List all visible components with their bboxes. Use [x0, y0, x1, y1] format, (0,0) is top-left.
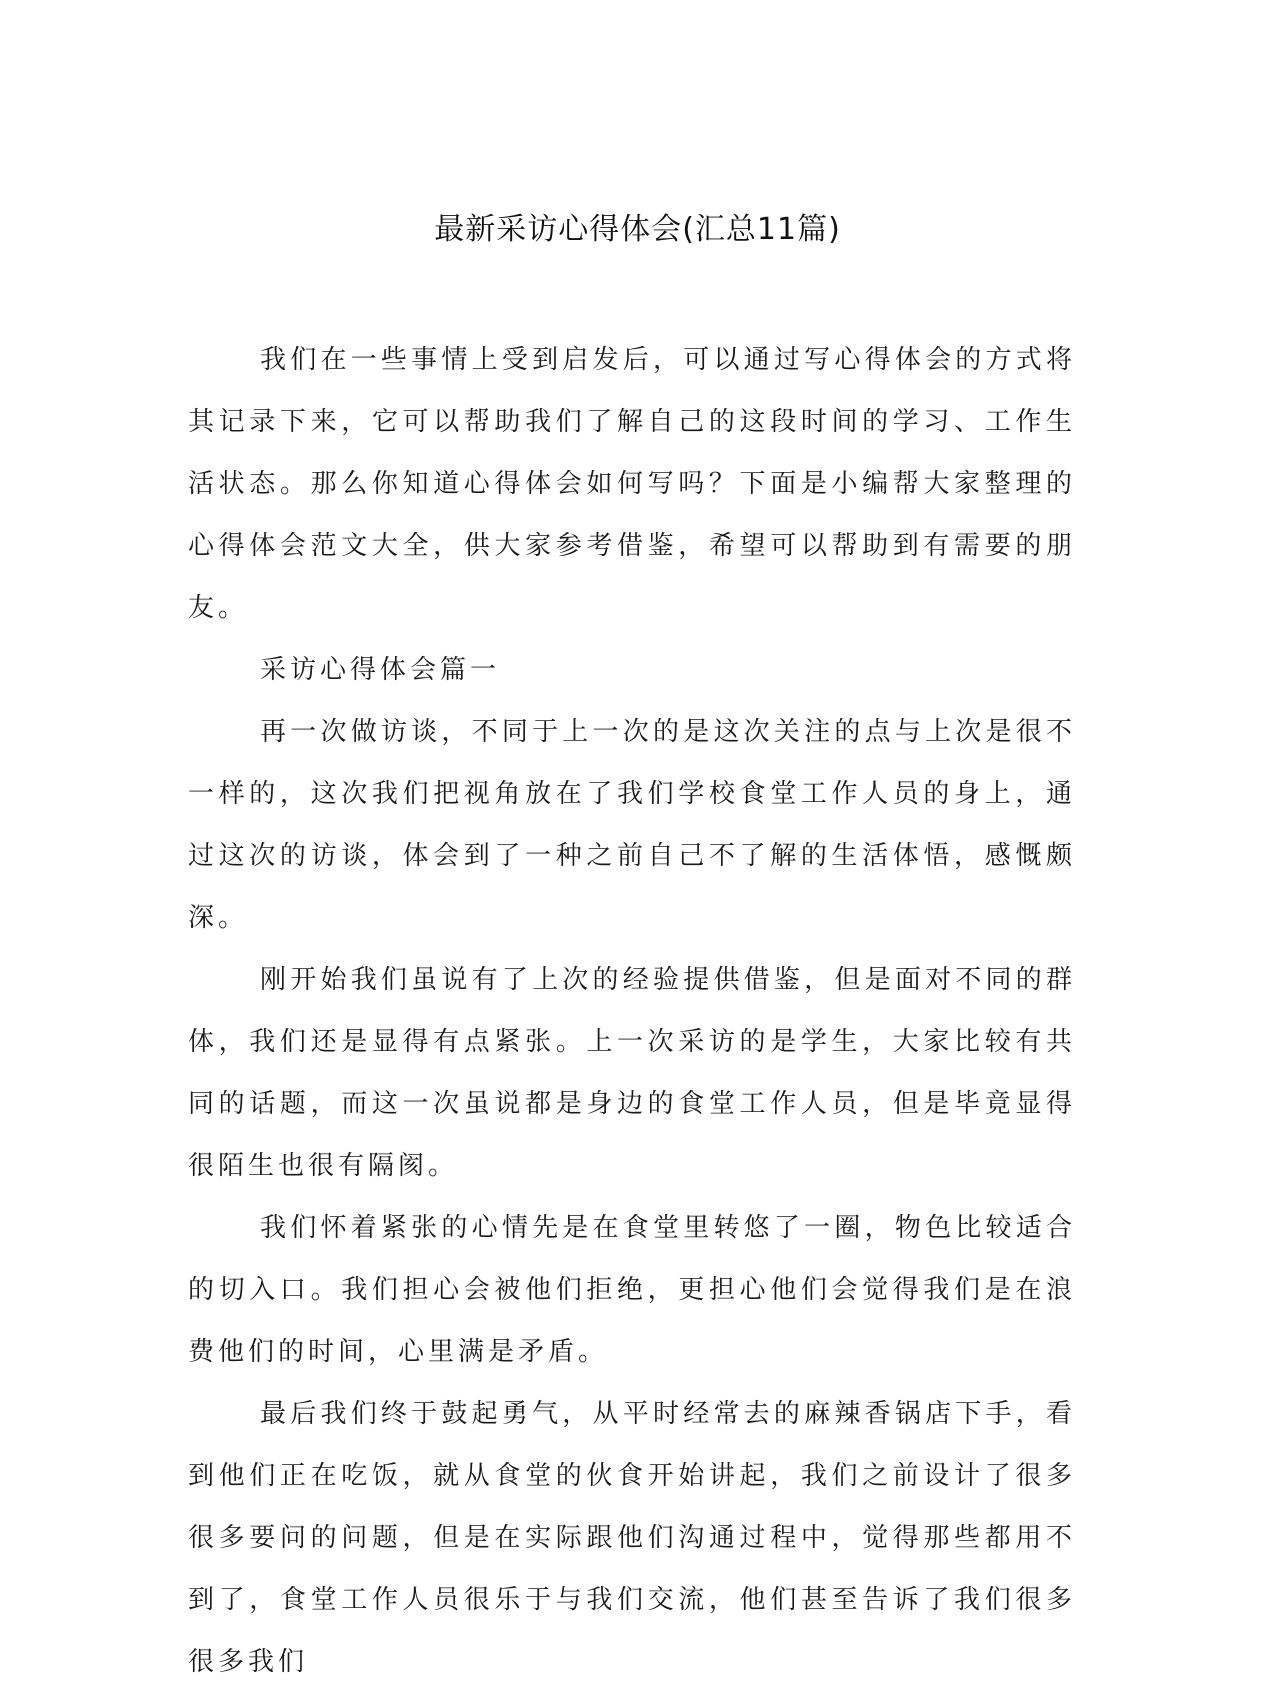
intro-paragraph: 我们在一些事情上受到启发后，可以通过写心得体会的方式将其记录下来，它可以帮助我们了解自己的这段时间的学习、工作生活状态。那么你知道心得体会如何写吗？下面是小编帮大家整理的心得体会范文大全，供大家参考借鉴，希望可以帮助到有需要的朋友。 — [188, 345, 1076, 623]
document-title: 最新采访心得体会(汇总11篇) — [434, 212, 841, 247]
body-paragraph: 再一次做访谈，不同于上一次的是这次关注的点与上次是很不一样的，这次我们把视角放在了我们学校食堂工作人员的身上，通过这次的访谈，体会到了一种之前自己不了解的生活体悟，感慨颇深。 — [188, 717, 1076, 933]
document-body — [188, 329, 1076, 1693]
section-heading: 采访心得体会篇一 — [260, 655, 501, 685]
body-paragraph: 刚开始我们虽说有了上次的经验提供借鉴，但是面对不同的群体，我们还是显得有点紧张。上一次采访的是学生，大家比较有共同的话题，而这一次虽说都是身边的食堂工作人员，但是毕竟显得很陌生也很有隔阂。 — [188, 965, 1076, 1181]
body-paragraph: 最后我们终于鼓起勇气，从平时经常去的麻辣香锅店下手，看到他们正在吃饭，就从食堂的伙食开始讲起，我们之前设计了很多很多要问的问题，但是在实际跟他们沟通过程中，觉得那些都用不到了，食堂工作人员很乐于与我们交流，他们甚至告诉了我们很多很多我们 — [188, 1399, 1076, 1677]
body-paragraph: 我们怀着紧张的心情先是在食堂里转悠了一圈，物色比较适合的切入口。我们担心会被他们拒绝，更担心他们会觉得我们是在浪费他们的时间，心里满是矛盾。 — [188, 1213, 1076, 1367]
